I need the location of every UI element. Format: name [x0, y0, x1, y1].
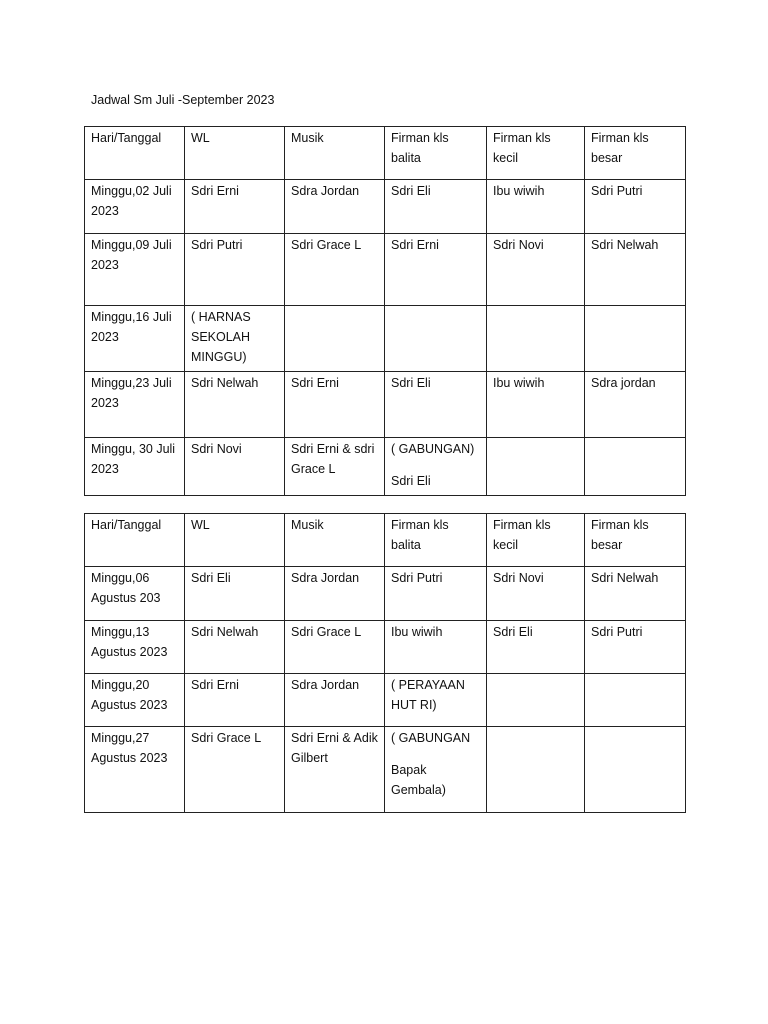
header-cell-firman-besar: Firman kls besar: [585, 514, 686, 567]
cell-musik: Sdra Jordan: [285, 674, 385, 727]
cell-wl: Sdri Erni: [185, 674, 285, 727]
cell-wl: Sdri Putri: [185, 234, 285, 306]
cell-wl: Sdri Grace L: [185, 727, 285, 813]
cell-musik: Sdri Grace L: [285, 621, 385, 674]
cell-date: Minggu,13 Agustus 2023: [85, 621, 185, 674]
cell-musik: Sdra Jordan: [285, 180, 385, 234]
schedule-table-august: [84, 513, 686, 813]
cell-paragraph: ( GABUNGAN: [391, 731, 471, 745]
table-header-row: [85, 127, 686, 180]
header-cell-firman-balita: Firman kls balita: [385, 127, 487, 180]
cell-firman-kecil: [487, 727, 585, 813]
cell-firman-besar: [585, 727, 686, 813]
cell-musik: [285, 306, 385, 372]
cell-musik: Sdri Erni & Adik Gilbert: [285, 727, 385, 813]
header-cell-firman-besar: Firman kls besar: [585, 127, 686, 180]
cell-firman-kecil: [487, 674, 585, 727]
cell-paragraph: ( GABUNGAN): [391, 442, 475, 456]
cell-date: Minggu, 30 Juli 2023: [85, 438, 185, 496]
cell-wl: Sdri Erni: [185, 180, 285, 234]
cell-firman-balita: Sdri Eli: [385, 372, 487, 438]
cell-musik: Sdri Erni & sdri Grace L: [285, 438, 385, 496]
cell-firman-besar: Sdri Nelwah: [585, 234, 686, 306]
header-cell-firman-balita: Firman kls balita: [385, 514, 487, 567]
cell-date: Minggu,23 Juli 2023: [85, 372, 185, 438]
schedule-table-july: [84, 126, 686, 496]
header-cell-musik: Musik: [285, 127, 385, 180]
cell-date: Minggu,27 Agustus 2023: [85, 727, 185, 813]
cell-firman-kecil: Sdri Novi: [487, 234, 585, 306]
cell-wl: ( HARNAS SEKOLAH MINGGU): [185, 306, 285, 372]
cell-date: Minggu,02 Juli 2023: [85, 180, 185, 234]
header-cell-date: Hari/Tanggal: [85, 514, 185, 567]
cell-wl: Sdri Nelwah: [185, 621, 285, 674]
table-row: [85, 621, 686, 674]
table-row: [85, 727, 686, 813]
table-row: [85, 306, 686, 372]
document-title: Jadwal Sm Juli -September 2023: [91, 93, 275, 107]
cell-firman-kecil: [487, 306, 585, 372]
cell-date: Minggu,06 Agustus 203: [85, 567, 185, 621]
cell-firman-kecil: Ibu wiwih: [487, 372, 585, 438]
cell-firman-balita: [385, 306, 487, 372]
header-cell-firman-kecil: Firman kls kecil: [487, 127, 585, 180]
cell-firman-balita: Sdri Erni: [385, 234, 487, 306]
cell-musik: Sdra Jordan: [285, 567, 385, 621]
cell-firman-besar: Sdri Putri: [585, 180, 686, 234]
cell-firman-balita: ( PERAYAAN HUT RI): [385, 674, 487, 727]
table-row: [85, 674, 686, 727]
table-header-row: [85, 514, 686, 567]
header-cell-wl: WL: [185, 127, 285, 180]
cell-firman-balita: Sdri Eli: [385, 180, 487, 234]
cell-firman-besar: Sdra jordan: [585, 372, 686, 438]
cell-date: Minggu,16 Juli 2023: [85, 306, 185, 372]
cell-firman-kecil: Sdri Eli: [487, 621, 585, 674]
cell-date: Minggu,09 Juli 2023: [85, 234, 185, 306]
table-row: [85, 180, 686, 234]
cell-firman-balita: Ibu wiwih: [385, 621, 487, 674]
cell-firman-besar: Sdri Putri: [585, 621, 686, 674]
table-row: [85, 438, 686, 496]
cell-firman-balita: Sdri Putri: [385, 567, 487, 621]
cell-firman-balita: [385, 438, 487, 496]
cell-musik: Sdri Grace L: [285, 234, 385, 306]
cell-paragraph: Bapak Gembala): [391, 763, 446, 797]
header-cell-musik: Musik: [285, 514, 385, 567]
cell-firman-besar: [585, 438, 686, 496]
cell-firman-kecil: Sdri Novi: [487, 567, 585, 621]
cell-firman-kecil: Ibu wiwih: [487, 180, 585, 234]
table-row: [85, 234, 686, 306]
cell-wl: Sdri Novi: [185, 438, 285, 496]
cell-date: Minggu,20 Agustus 2023: [85, 674, 185, 727]
cell-firman-besar: [585, 306, 686, 372]
header-cell-date: Hari/Tanggal: [85, 127, 185, 180]
cell-firman-besar: Sdri Nelwah: [585, 567, 686, 621]
cell-wl: Sdri Nelwah: [185, 372, 285, 438]
table-row: [85, 372, 686, 438]
cell-musik: Sdri Erni: [285, 372, 385, 438]
table-row: [85, 567, 686, 621]
cell-firman-besar: [585, 674, 686, 727]
header-cell-firman-kecil: Firman kls kecil: [487, 514, 585, 567]
cell-paragraph: Sdri Eli: [391, 474, 431, 488]
header-cell-wl: WL: [185, 514, 285, 567]
cell-firman-balita: [385, 727, 487, 813]
cell-firman-kecil: [487, 438, 585, 496]
cell-wl: Sdri Eli: [185, 567, 285, 621]
